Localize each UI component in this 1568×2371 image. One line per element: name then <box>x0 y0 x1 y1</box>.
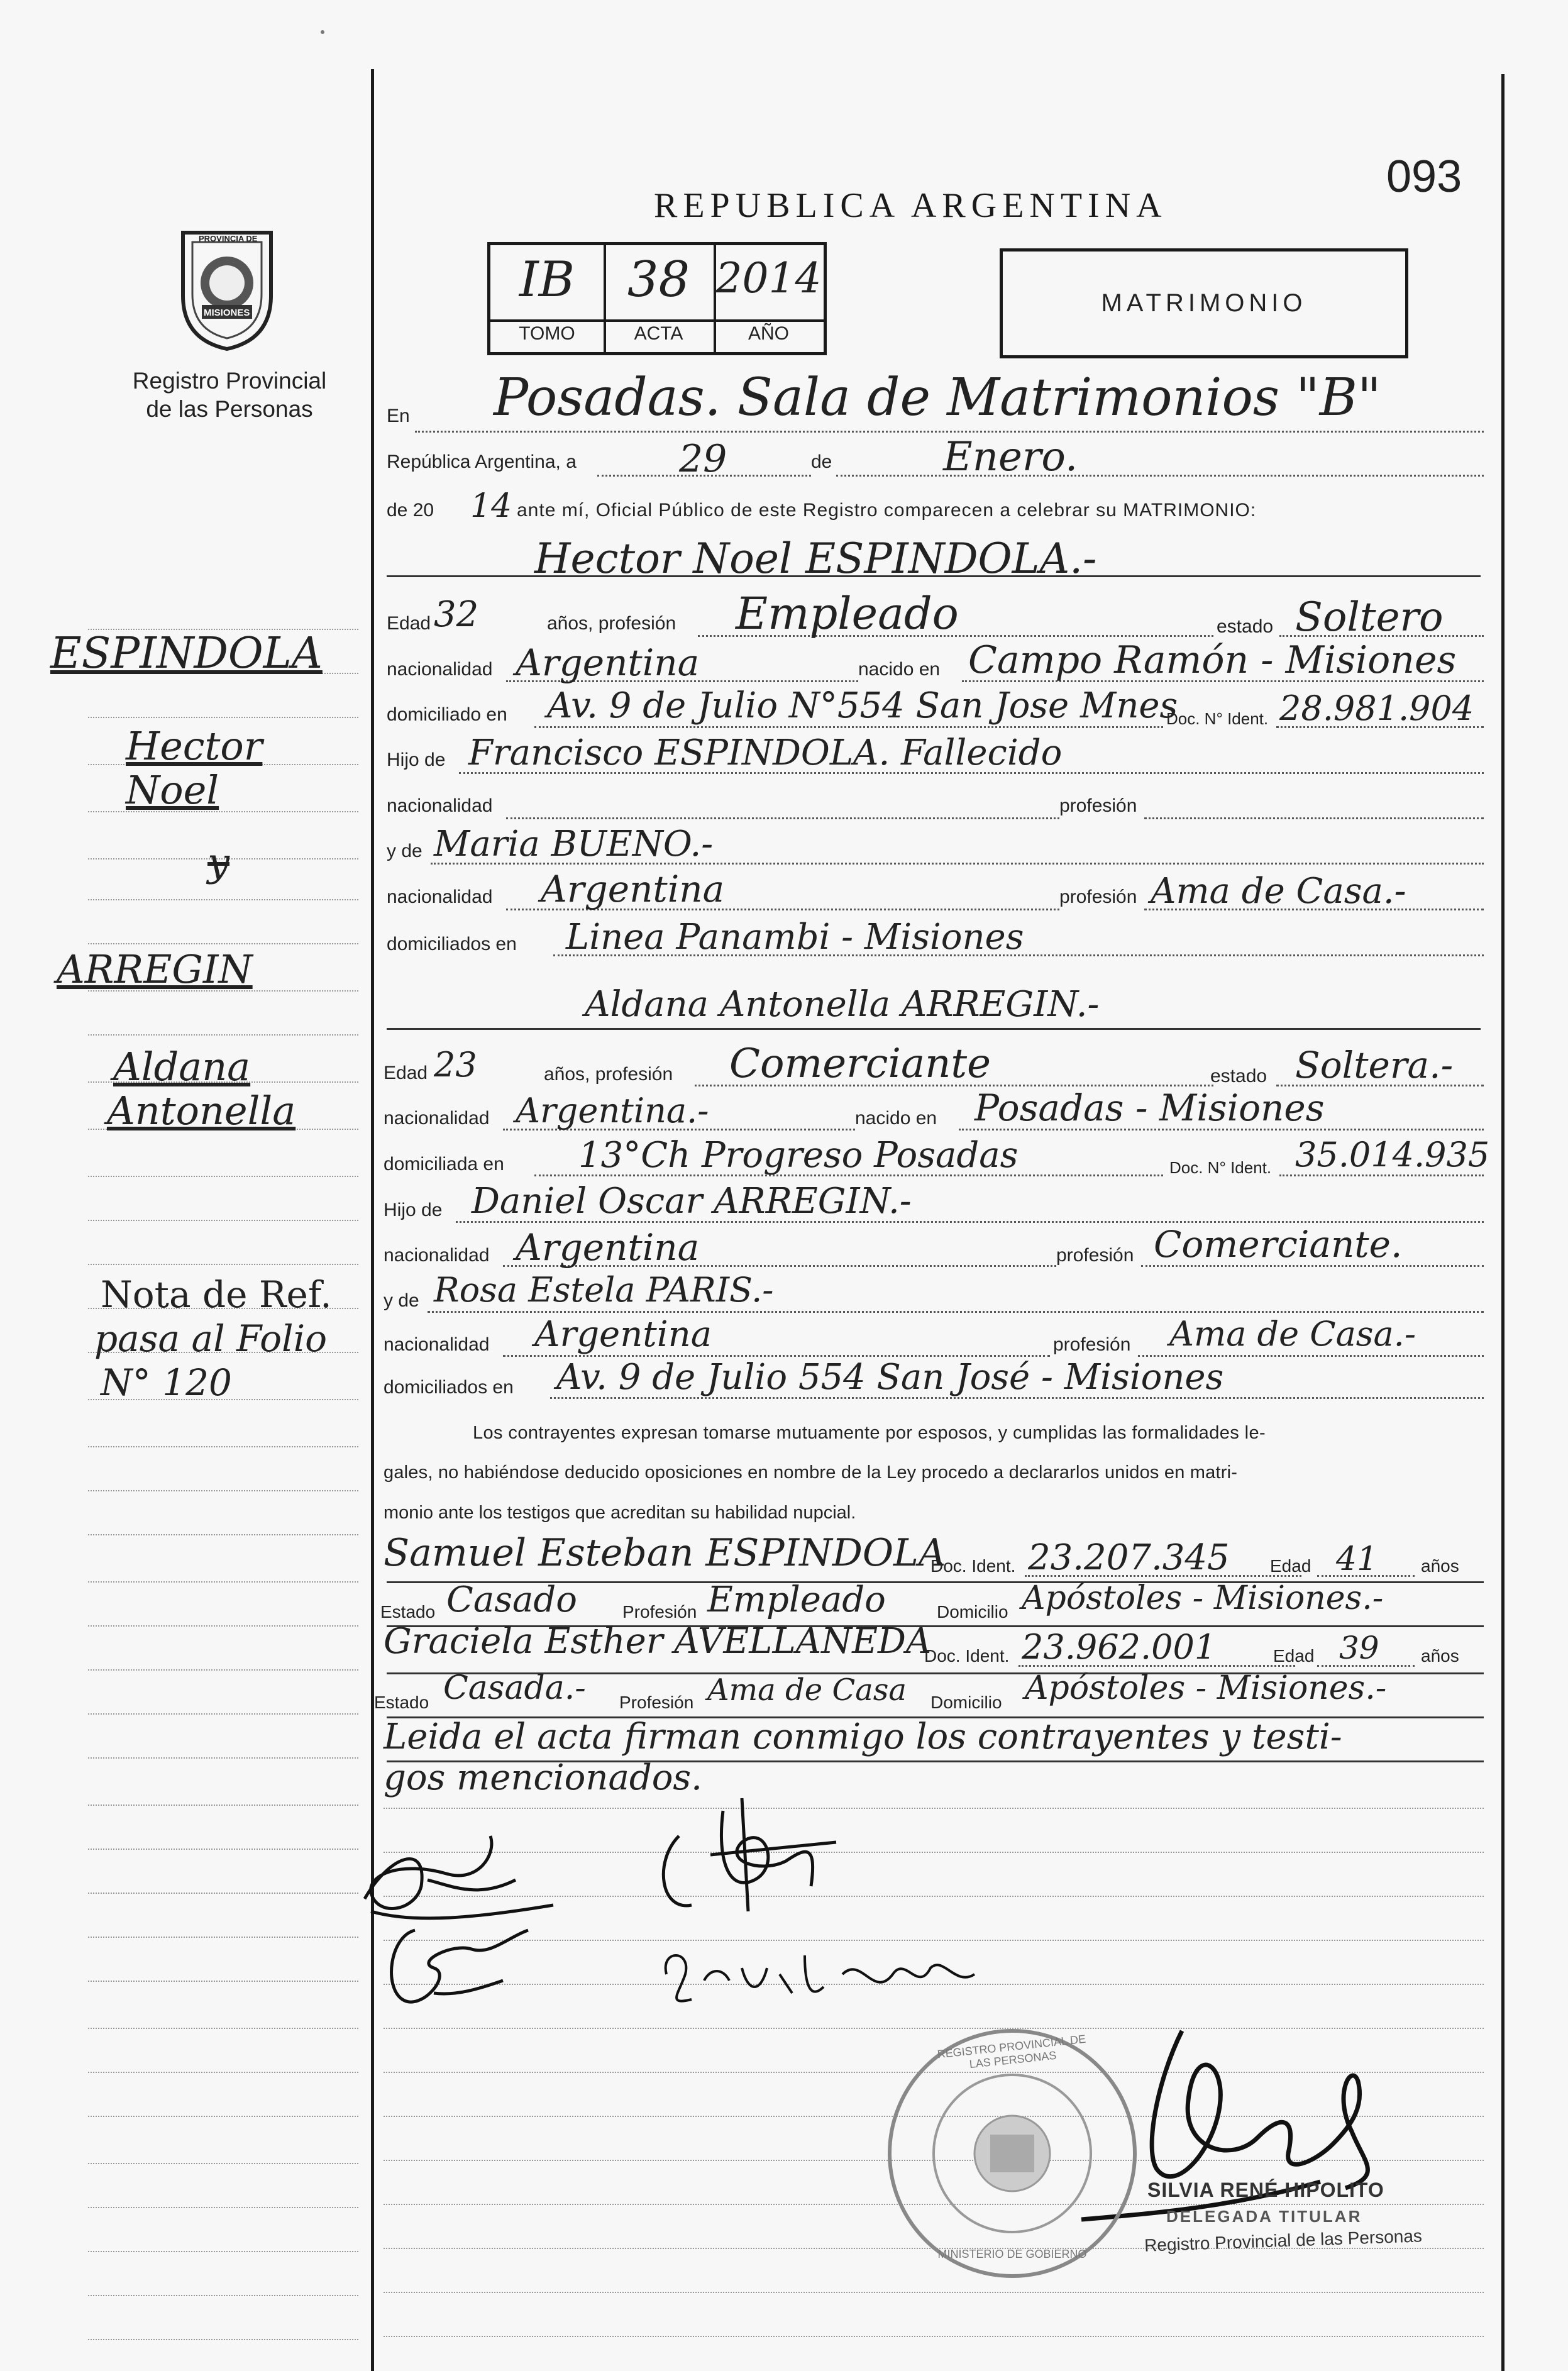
groom-padres-dom-label: domiciliados en <box>387 934 517 954</box>
bride-padres-dom: Av. 9 de Julio 554 San José - Misiones <box>556 1357 1224 1398</box>
witness-2-prof-label: Profesión <box>619 1693 694 1712</box>
witness-2-doc: 23.962.001 <box>1022 1627 1217 1667</box>
left-border-line <box>371 69 374 2371</box>
margin-note-1: Nota de Ref. <box>101 1273 332 1316</box>
place-value: Posadas. Sala de Matrimonios "B" <box>494 368 1381 428</box>
witness-1-domicilio: Apóstoles - Misiones.- <box>1022 1579 1384 1617</box>
witness-1-edad: 41 <box>1336 1540 1378 1578</box>
witness-1-profesion: Empleado <box>707 1579 886 1620</box>
groom-full-name: Hector Noel ESPINDOLA.- <box>534 534 1097 583</box>
witness-1-name: Samuel Esteban ESPINDOLA <box>384 1531 946 1575</box>
groom-anos-prof-label: años, profesión <box>547 613 676 634</box>
closing-line-2: gos mencionados. <box>384 1757 702 1798</box>
groom-nacido-label: nacido en <box>858 659 941 680</box>
groom-padre: Francisco ESPINDOLA. Fallecido <box>468 732 1063 773</box>
signature-witness-2 <box>654 1937 981 2018</box>
seal-ring-top: REGISTRO PROVINCIAL DE LAS PERSONAS <box>936 2032 1086 2071</box>
groom-edad-label: Edad <box>387 613 431 634</box>
page-number: 093 <box>1386 152 1462 202</box>
groom-doc: 28.981.904 <box>1279 688 1474 728</box>
signature-witness-1 <box>654 1786 842 1930</box>
year-suffix-value: 14 <box>470 487 512 525</box>
acta-value: 38 <box>627 251 690 308</box>
margin-name-1b: Noel <box>126 767 219 813</box>
registry-name-line2: de las Personas <box>146 396 313 422</box>
republica-label: República Argentina, a <box>387 451 577 472</box>
stamp-signer: SILVIA RENÉ HIPOLITO <box>1147 2179 1384 2201</box>
margin-name-2b: Antonella <box>107 1088 296 1134</box>
bride-full-name: Aldana Antonella ARREGIN.- <box>585 984 1100 1025</box>
groom-padre-nac-label: nacionalidad <box>387 795 493 816</box>
bride-padre-nac: Argentina <box>516 1226 700 1269</box>
bride-nac-label: nacionalidad <box>384 1108 490 1129</box>
bride-edad: 23 <box>434 1045 477 1085</box>
groom-profesion: Empleado <box>736 588 959 639</box>
acta-label: ACTA <box>634 323 683 344</box>
margin-note-3: N° 120 <box>101 1361 232 1404</box>
acta-type-label: MATRIMONIO <box>1101 289 1307 317</box>
margin-name-1a: Hector <box>126 723 263 769</box>
witness-2-doc-label: Doc. Ident. <box>924 1646 1010 1666</box>
margin-name-2a: Aldana <box>113 1044 251 1090</box>
margin-surname-1: ESPINDOLA <box>50 629 323 678</box>
day-value: 29 <box>679 437 727 481</box>
groom-madre-nac-label: nacionalidad <box>387 887 493 907</box>
tomo-label: TOMO <box>519 323 575 344</box>
bride-domicilio: 13°Ch Progreso Posadas <box>578 1135 1019 1176</box>
witness-2-edad: 39 <box>1339 1630 1379 1666</box>
groom-madre: Maria BUENO.- <box>434 824 714 865</box>
bride-hijo-label: Hijo de <box>384 1200 443 1220</box>
bride-padre-prof-label: profesión <box>1056 1245 1134 1266</box>
witness-1-estado-label: Estado <box>380 1602 436 1622</box>
tomo-value: IB <box>519 251 575 308</box>
en-label: En <box>387 406 410 426</box>
margin-y: y <box>207 839 230 885</box>
bride-madre-prof: Ama de Casa.- <box>1169 1314 1416 1354</box>
groom-hijo-label: Hijo de <box>387 749 446 770</box>
ante-text: ante mí, Oficial Público de este Registro comparecen a celebrar su MATRIMONIO: <box>517 500 1257 521</box>
witness-1-edad-label: Edad <box>1270 1556 1311 1576</box>
groom-nacionalidad: Argentina <box>516 641 700 684</box>
bride-nacido-en: Posadas - Misiones <box>974 1086 1325 1129</box>
witness-2-edad-label: Edad <box>1273 1646 1315 1666</box>
witness-1-doc-label: Doc. Ident. <box>930 1556 1016 1576</box>
witness-1-dom-label: Domicilio <box>937 1602 1008 1622</box>
groom-edad: 32 <box>434 594 479 635</box>
stamp-office: Registro Provincial de las Personas <box>1144 2226 1423 2255</box>
bride-nacido-label: nacido en <box>855 1108 937 1129</box>
right-border-line <box>1501 74 1505 2371</box>
groom-estado-label: estado <box>1217 616 1274 637</box>
groom-yde-label: y de <box>387 841 422 861</box>
groom-domicilio: Av. 9 de Julio N°554 San Jose Mnes <box>547 685 1178 726</box>
margin-surname-2: ARREGIN <box>57 946 253 992</box>
margin-note-2: pasa al Folio <box>94 1317 328 1360</box>
acta-type-box <box>1000 248 1408 358</box>
groom-nacido-en: Campo Ramón - Misiones <box>968 638 1457 682</box>
witness-2-dom-label: Domicilio <box>930 1693 1002 1712</box>
bride-padres-dom-label: domiciliados en <box>384 1377 514 1398</box>
groom-estado: Soltero <box>1295 594 1444 641</box>
groom-madre-prof: Ama de Casa.- <box>1151 871 1406 912</box>
bride-madre: Rosa Estela PARIS.- <box>434 1270 774 1310</box>
witness-1-doc: 23.207.345 <box>1028 1537 1230 1578</box>
witness-2-profesion: Ama de Casa <box>707 1672 907 1708</box>
bride-profesion: Comerciante <box>729 1041 991 1087</box>
registry-seal <box>174 220 280 352</box>
groom-doc-label: Doc. N° Ident. <box>1166 709 1269 728</box>
registry-name-line1: Registro Provincial <box>132 368 327 394</box>
witness-1-anos-label: años <box>1421 1556 1459 1576</box>
seal-ring-bottom: MINISTERIO DE GOBIERNO <box>937 2248 1087 2260</box>
witness-2-estado: Casada.- <box>443 1669 586 1707</box>
witness-1-prof-label: Profesión <box>622 1602 697 1622</box>
record-number-box <box>487 242 827 355</box>
top-left-dot <box>321 30 324 34</box>
groom-madre-prof-label: profesión <box>1059 887 1137 907</box>
bride-padre-nac-label: nacionalidad <box>384 1245 490 1266</box>
seal-top-text: PROVINCIA DE <box>199 234 258 243</box>
bride-yde-label: y de <box>384 1290 419 1311</box>
declaration-line-2: gales, no habiéndose deducido oposiciones en nombre de la Ley procedo a declararlos unidos en matri- <box>384 1462 1238 1483</box>
bride-doc-label: Doc. N° Ident. <box>1169 1158 1272 1177</box>
bride-nacionalidad: Argentina.- <box>516 1091 709 1130</box>
declaration-line-3: monio ante los testigos que acreditan su habilidad nupcial. <box>384 1503 856 1523</box>
bride-edad-label: Edad <box>384 1063 428 1083</box>
official-round-seal <box>880 2021 1144 2285</box>
month-value: Enero. <box>943 434 1078 480</box>
day-month-de-label: de <box>811 451 832 472</box>
bride-madre-nac-label: nacionalidad <box>384 1334 490 1355</box>
groom-madre-nac: Argentina <box>541 868 725 910</box>
stamp-role: DELEGADA TITULAR <box>1166 2207 1362 2226</box>
country-title: REPUBLICA ARGENTINA <box>654 186 1168 225</box>
groom-padres-dom: Linea Panambi - Misiones <box>566 917 1024 958</box>
groom-nac-label: nacionalidad <box>387 659 493 680</box>
groom-dom-label: domiciliado en <box>387 704 507 725</box>
witness-2-domicilio: Apóstoles - Misiones.- <box>1025 1669 1387 1707</box>
closing-line-1: Leida el acta firman conmigo los contrayentes y testi- <box>384 1716 1342 1757</box>
anio-value: 2014 <box>715 254 822 302</box>
bride-madre-nac: Argentina <box>534 1314 712 1355</box>
bride-padre: Daniel Oscar ARREGIN.- <box>472 1181 912 1222</box>
witness-2-anos-label: años <box>1421 1646 1459 1666</box>
witness-2-name: Graciela Esther AVELLANEDA <box>384 1621 932 1662</box>
bride-padre-prof: Comerciante. <box>1154 1223 1403 1266</box>
witness-2-estado-label: Estado <box>374 1693 429 1712</box>
bride-dom-label: domiciliada en <box>384 1154 504 1174</box>
bride-doc: 35.014.935 <box>1295 1135 1490 1174</box>
groom-padre-prof-label: profesión <box>1059 795 1137 816</box>
anio-label: AÑO <box>748 323 789 344</box>
signature-bride <box>377 1911 541 2018</box>
de20-label: de 20 <box>387 500 434 521</box>
bride-madre-prof-label: profesión <box>1053 1334 1131 1355</box>
seal-bottom-text: MISIONES <box>204 307 250 318</box>
bride-estado: Soltera.- <box>1295 1044 1454 1086</box>
declaration-line-1: Los contrayentes expresan tomarse mutuamente por esposos, y cumplidas las formalidades le- <box>473 1423 1266 1443</box>
bride-anos-prof-label: años, profesión <box>544 1064 673 1085</box>
bride-estado-label: estado <box>1210 1066 1267 1086</box>
witness-1-estado: Casado <box>446 1579 577 1620</box>
